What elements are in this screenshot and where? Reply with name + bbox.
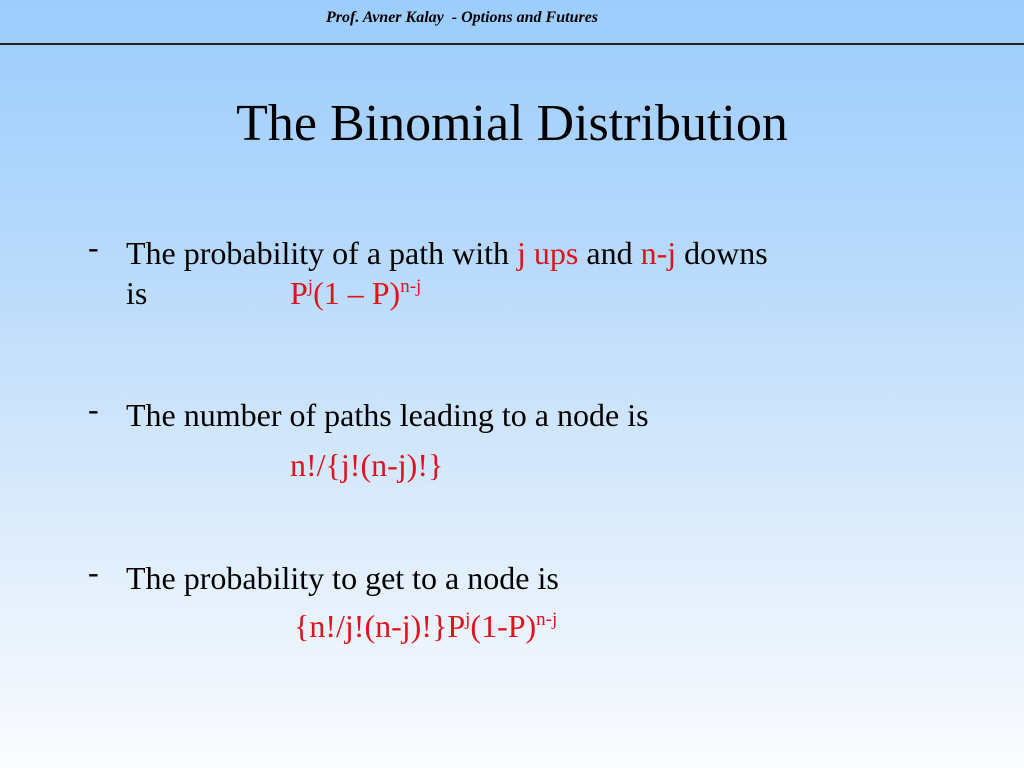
highlight-text: j ups xyxy=(517,235,579,271)
text-segment: The probability of a path with xyxy=(126,235,518,271)
formula-part: (1-P) xyxy=(470,608,537,644)
bullet-text xyxy=(126,233,946,273)
text-segment: and xyxy=(578,235,641,271)
formula: n!/{j!(n-j)!} xyxy=(290,447,444,483)
bullet-text: The number of paths leading to a node is xyxy=(126,397,649,433)
bullet-marker: - xyxy=(88,229,99,265)
bullet-text-continuation: is xyxy=(126,275,148,311)
bullet-text: The probability to get to a node is xyxy=(126,560,559,596)
slide-title: The Binomial Distribution xyxy=(236,95,788,152)
text-segment: downs xyxy=(676,235,768,271)
formula-exponent: n-j xyxy=(400,276,422,297)
formula-exponent: j xyxy=(307,276,314,297)
formula-exponent: j xyxy=(465,609,471,630)
formula-base: P xyxy=(290,275,308,311)
bullet-marker: - xyxy=(88,554,99,590)
formula-part: {n!/j!(n-j)!}P xyxy=(294,608,466,644)
slide-header xyxy=(0,0,1024,45)
header-text: Prof. Avner Kalay - Options and Futures xyxy=(325,9,599,26)
highlight-text: n-j xyxy=(640,235,677,271)
formula-exponent: n-j xyxy=(536,609,558,630)
formula-part: (1 – P) xyxy=(313,275,401,311)
bullet-marker: - xyxy=(88,391,99,427)
formula xyxy=(294,606,557,652)
formula xyxy=(290,273,421,319)
